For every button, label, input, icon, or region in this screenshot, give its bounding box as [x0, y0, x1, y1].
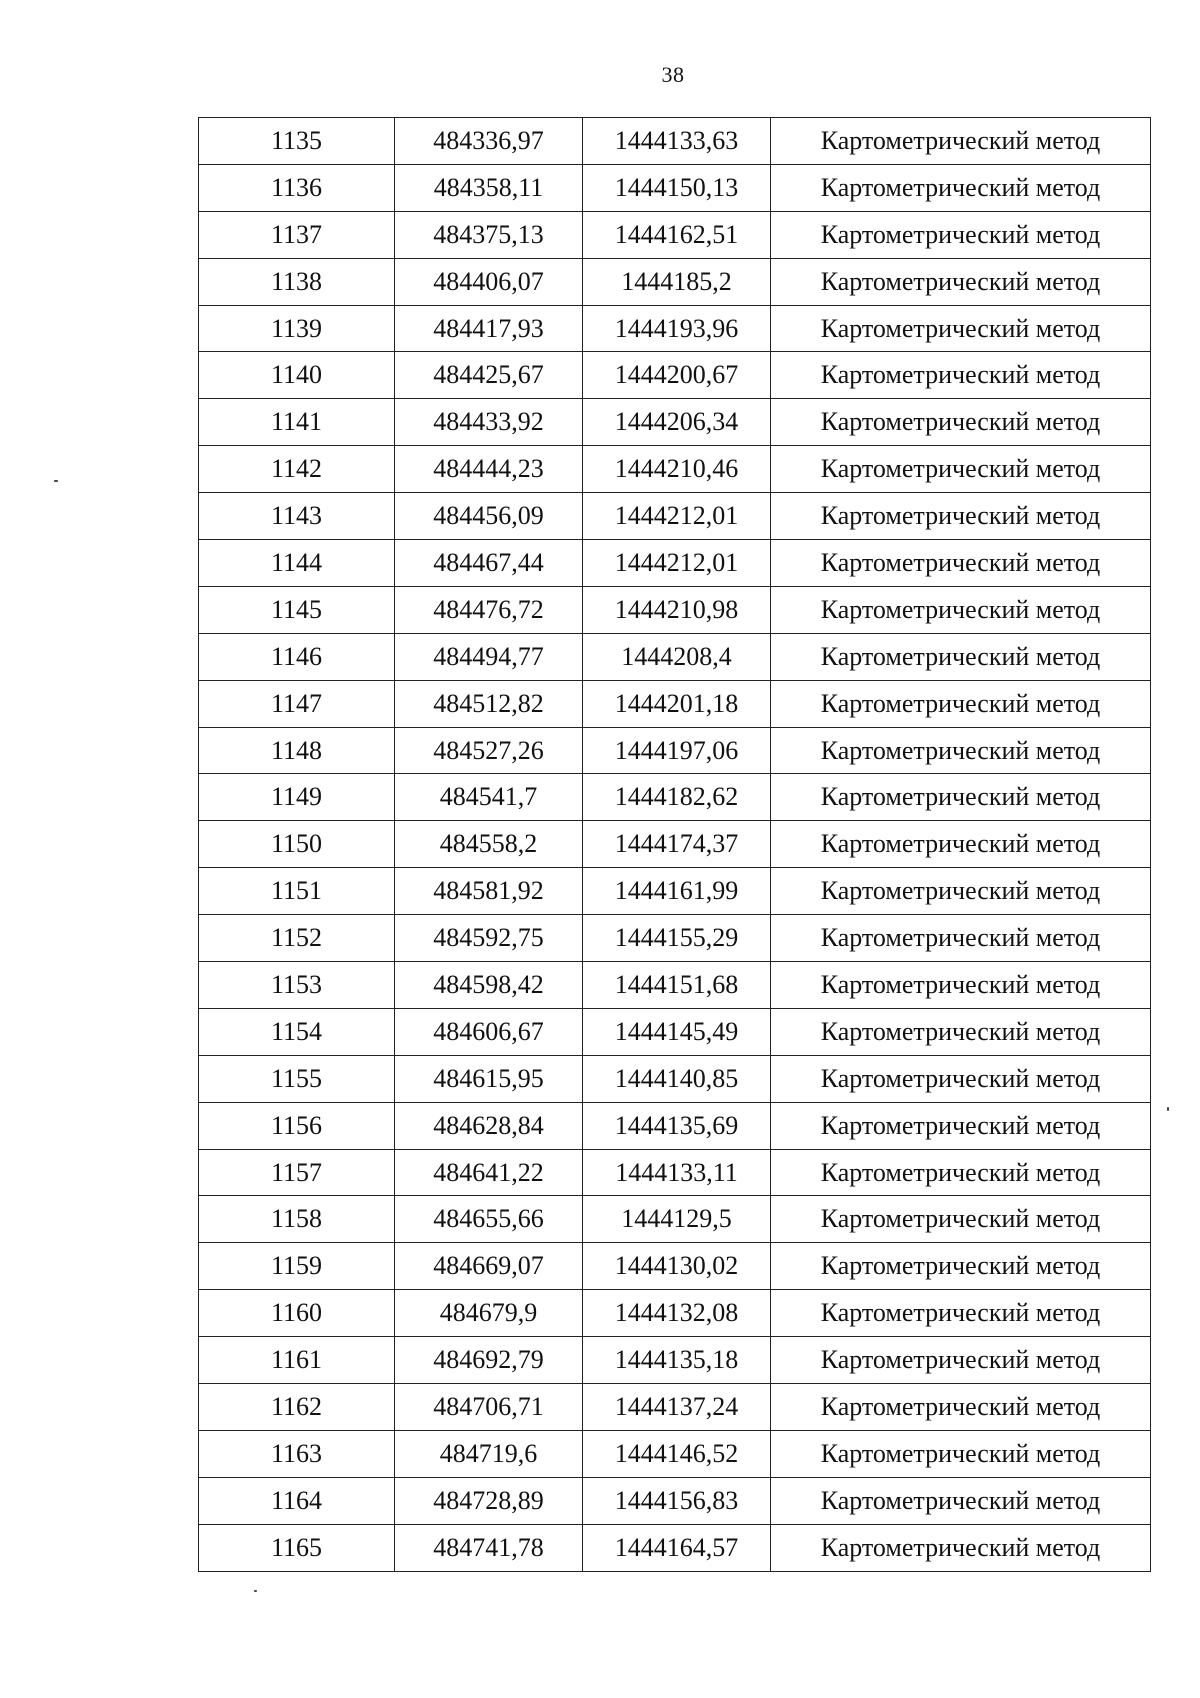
x-coordinate-cell: 484527,26: [395, 727, 583, 774]
y-coordinate-cell: 1444146,52: [583, 1430, 771, 1477]
point-number-cell: 1165: [199, 1524, 395, 1571]
point-number-cell: 1152: [199, 915, 395, 962]
y-coordinate-cell: 1444135,69: [583, 1102, 771, 1149]
point-number-cell: 1145: [199, 586, 395, 633]
table-row: [199, 446, 1151, 493]
method-cell: Картометрический метод: [771, 446, 1151, 493]
method-cell: Картометрический метод: [771, 1290, 1151, 1337]
point-number-cell: 1163: [199, 1430, 395, 1477]
point-number-cell: 1143: [199, 493, 395, 540]
x-coordinate-cell: 484706,71: [395, 1384, 583, 1431]
point-number-cell: 1158: [199, 1196, 395, 1243]
table-row: [199, 1008, 1151, 1055]
table-row: [199, 1243, 1151, 1290]
table-row: [199, 164, 1151, 211]
method-cell: Картометрический метод: [771, 915, 1151, 962]
y-coordinate-cell: 1444137,24: [583, 1384, 771, 1431]
method-cell: Картометрический метод: [771, 1102, 1151, 1149]
y-coordinate-cell: 1444193,96: [583, 305, 771, 352]
y-coordinate-cell: 1444156,83: [583, 1477, 771, 1524]
method-cell: Картометрический метод: [771, 774, 1151, 821]
x-coordinate-cell: 484669,07: [395, 1243, 583, 1290]
x-coordinate-cell: 484728,89: [395, 1477, 583, 1524]
x-coordinate-cell: 484425,67: [395, 352, 583, 399]
table-row: [199, 1055, 1151, 1102]
method-cell: Картометрический метод: [771, 1524, 1151, 1571]
x-coordinate-cell: 484541,7: [395, 774, 583, 821]
point-number-cell: 1136: [199, 164, 395, 211]
method-cell: Картометрический метод: [771, 1337, 1151, 1384]
y-coordinate-cell: 1444151,68: [583, 962, 771, 1009]
method-cell: Картометрический метод: [771, 1243, 1151, 1290]
method-cell: Картометрический метод: [771, 962, 1151, 1009]
y-coordinate-cell: 1444174,37: [583, 821, 771, 868]
table-row: [199, 821, 1151, 868]
method-cell: Картометрический метод: [771, 633, 1151, 680]
point-number-cell: 1153: [199, 962, 395, 1009]
method-cell: Картометрический метод: [771, 868, 1151, 915]
x-coordinate-cell: 484456,09: [395, 493, 583, 540]
point-number-cell: 1160: [199, 1290, 395, 1337]
table-row: [199, 1149, 1151, 1196]
point-number-cell: 1137: [199, 211, 395, 258]
y-coordinate-cell: 1444129,5: [583, 1196, 771, 1243]
y-coordinate-cell: 1444200,67: [583, 352, 771, 399]
x-coordinate-cell: 484336,97: [395, 118, 583, 165]
table-row: [199, 118, 1151, 165]
table-row: [199, 493, 1151, 540]
table-row: [199, 1430, 1151, 1477]
point-number-cell: 1162: [199, 1384, 395, 1431]
method-cell: Картометрический метод: [771, 1430, 1151, 1477]
point-number-cell: 1149: [199, 774, 395, 821]
point-number-cell: 1142: [199, 446, 395, 493]
x-coordinate-cell: 484692,79: [395, 1337, 583, 1384]
point-number-cell: 1141: [199, 399, 395, 446]
point-number-cell: 1156: [199, 1102, 395, 1149]
y-coordinate-cell: 1444133,63: [583, 118, 771, 165]
method-cell: Картометрический метод: [771, 1384, 1151, 1431]
table-row: [199, 1477, 1151, 1524]
table-row: [199, 399, 1151, 446]
y-coordinate-cell: 1444197,06: [583, 727, 771, 774]
table-row: [199, 586, 1151, 633]
y-coordinate-cell: 1444155,29: [583, 915, 771, 962]
x-coordinate-cell: 484512,82: [395, 680, 583, 727]
table-row: [199, 352, 1151, 399]
table-row: [199, 305, 1151, 352]
y-coordinate-cell: 1444185,2: [583, 258, 771, 305]
table-row: [199, 1384, 1151, 1431]
point-number-cell: 1155: [199, 1055, 395, 1102]
method-cell: Картометрический метод: [771, 1149, 1151, 1196]
point-number-cell: 1146: [199, 633, 395, 680]
point-number-cell: 1139: [199, 305, 395, 352]
x-coordinate-cell: 484719,6: [395, 1430, 583, 1477]
point-number-cell: 1138: [199, 258, 395, 305]
y-coordinate-cell: 1444212,01: [583, 540, 771, 587]
point-number-cell: 1135: [199, 118, 395, 165]
method-cell: Картометрический метод: [771, 1055, 1151, 1102]
table-row: [199, 727, 1151, 774]
y-coordinate-cell: 1444208,4: [583, 633, 771, 680]
y-coordinate-cell: 1444140,85: [583, 1055, 771, 1102]
table-row: [199, 1196, 1151, 1243]
point-number-cell: 1161: [199, 1337, 395, 1384]
x-coordinate-cell: 484581,92: [395, 868, 583, 915]
y-coordinate-cell: 1444133,11: [583, 1149, 771, 1196]
method-cell: Картометрический метод: [771, 1008, 1151, 1055]
method-cell: Картометрический метод: [771, 352, 1151, 399]
method-cell: Картометрический метод: [771, 258, 1151, 305]
point-number-cell: 1140: [199, 352, 395, 399]
method-cell: Картометрический метод: [771, 211, 1151, 258]
x-coordinate-cell: 484494,77: [395, 633, 583, 680]
coordinates-table-body: [199, 118, 1151, 1572]
method-cell: Картометрический метод: [771, 680, 1151, 727]
table-row: [199, 1290, 1151, 1337]
table-row: [199, 540, 1151, 587]
x-coordinate-cell: 484592,75: [395, 915, 583, 962]
y-coordinate-cell: 1444212,01: [583, 493, 771, 540]
x-coordinate-cell: 484655,66: [395, 1196, 583, 1243]
scan-speck: [54, 480, 58, 482]
x-coordinate-cell: 484406,07: [395, 258, 583, 305]
table-row: [199, 1524, 1151, 1571]
point-number-cell: 1147: [199, 680, 395, 727]
x-coordinate-cell: 484628,84: [395, 1102, 583, 1149]
y-coordinate-cell: 1444210,98: [583, 586, 771, 633]
method-cell: Картометрический метод: [771, 118, 1151, 165]
x-coordinate-cell: 484358,11: [395, 164, 583, 211]
y-coordinate-cell: 1444164,57: [583, 1524, 771, 1571]
x-coordinate-cell: 484433,92: [395, 399, 583, 446]
coordinates-table: [198, 117, 1151, 1572]
method-cell: Картометрический метод: [771, 586, 1151, 633]
method-cell: Картометрический метод: [771, 1477, 1151, 1524]
y-coordinate-cell: 1444206,34: [583, 399, 771, 446]
y-coordinate-cell: 1444150,13: [583, 164, 771, 211]
method-cell: Картометрический метод: [771, 305, 1151, 352]
method-cell: Картометрический метод: [771, 399, 1151, 446]
table-row: [199, 211, 1151, 258]
table-row: [199, 868, 1151, 915]
x-coordinate-cell: 484615,95: [395, 1055, 583, 1102]
method-cell: Картометрический метод: [771, 821, 1151, 868]
x-coordinate-cell: 484679,9: [395, 1290, 583, 1337]
x-coordinate-cell: 484467,44: [395, 540, 583, 587]
x-coordinate-cell: 484417,93: [395, 305, 583, 352]
point-number-cell: 1164: [199, 1477, 395, 1524]
x-coordinate-cell: 484476,72: [395, 586, 583, 633]
page-number: 38: [661, 62, 685, 87]
y-coordinate-cell: 1444161,99: [583, 868, 771, 915]
scan-speck: [254, 1590, 257, 1592]
method-cell: Картометрический метод: [771, 727, 1151, 774]
x-coordinate-cell: 484375,13: [395, 211, 583, 258]
table-row: [199, 1102, 1151, 1149]
table-row: [199, 774, 1151, 821]
y-coordinate-cell: 1444130,02: [583, 1243, 771, 1290]
y-coordinate-cell: 1444162,51: [583, 211, 771, 258]
point-number-cell: 1159: [199, 1243, 395, 1290]
x-coordinate-cell: 484444,23: [395, 446, 583, 493]
y-coordinate-cell: 1444132,08: [583, 1290, 771, 1337]
x-coordinate-cell: 484558,2: [395, 821, 583, 868]
table-row: [199, 962, 1151, 1009]
x-coordinate-cell: 484598,42: [395, 962, 583, 1009]
point-number-cell: 1154: [199, 1008, 395, 1055]
method-cell: Картометрический метод: [771, 493, 1151, 540]
point-number-cell: 1148: [199, 727, 395, 774]
y-coordinate-cell: 1444145,49: [583, 1008, 771, 1055]
point-number-cell: 1144: [199, 540, 395, 587]
scan-speck: [1167, 1107, 1169, 1111]
table-row: [199, 915, 1151, 962]
y-coordinate-cell: 1444210,46: [583, 446, 771, 493]
method-cell: Картометрический метод: [771, 540, 1151, 587]
method-cell: Картометрический метод: [771, 1196, 1151, 1243]
method-cell: Картометрический метод: [771, 164, 1151, 211]
table-row: [199, 258, 1151, 305]
point-number-cell: 1157: [199, 1149, 395, 1196]
y-coordinate-cell: 1444135,18: [583, 1337, 771, 1384]
point-number-cell: 1151: [199, 868, 395, 915]
x-coordinate-cell: 484741,78: [395, 1524, 583, 1571]
y-coordinate-cell: 1444182,62: [583, 774, 771, 821]
table-row: [199, 633, 1151, 680]
point-number-cell: 1150: [199, 821, 395, 868]
table-row: [199, 680, 1151, 727]
table-row: [199, 1337, 1151, 1384]
y-coordinate-cell: 1444201,18: [583, 680, 771, 727]
x-coordinate-cell: 484641,22: [395, 1149, 583, 1196]
x-coordinate-cell: 484606,67: [395, 1008, 583, 1055]
